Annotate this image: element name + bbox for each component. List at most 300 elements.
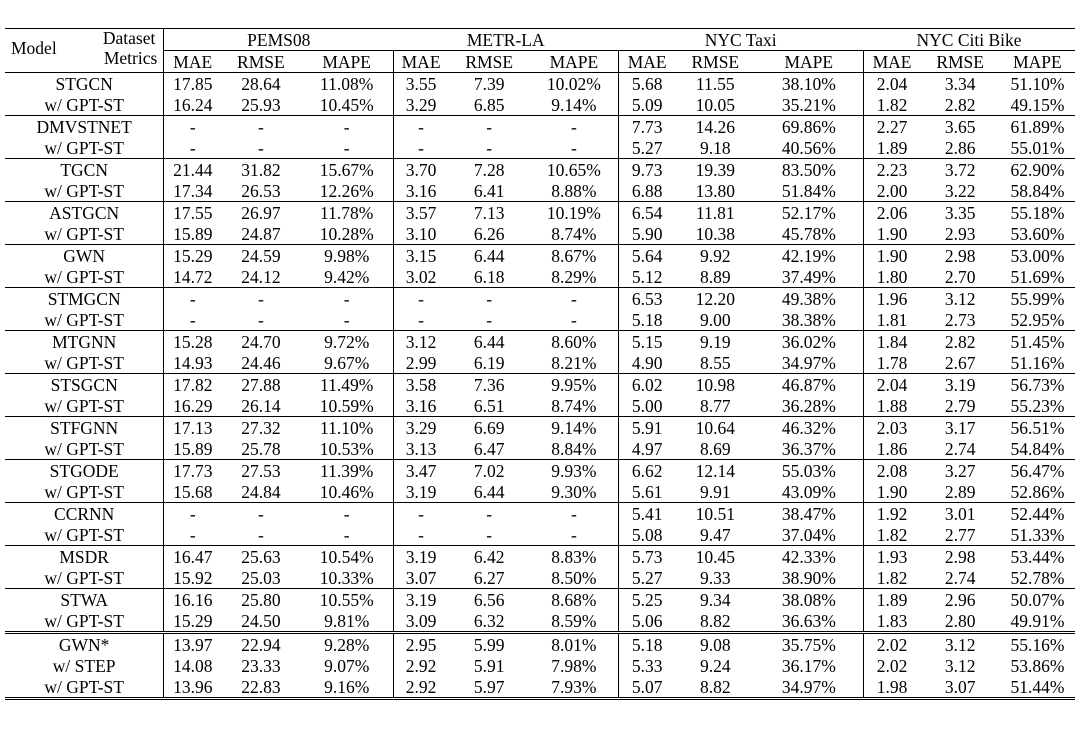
- value-cell: 1.90: [876, 481, 908, 502]
- value-cell: 9.19: [676, 331, 755, 353]
- value-cell: 2.79: [944, 395, 976, 416]
- value-cell: 35.75%: [755, 633, 863, 656]
- value-cell: 7.13: [448, 202, 530, 224]
- model-name-cell: w/ GPT-ST: [5, 567, 164, 589]
- value-cell: 36.63%: [755, 610, 863, 633]
- value-cell: 16.47: [164, 546, 221, 568]
- value-cell: 2.99: [405, 352, 437, 373]
- model-name-cell: w/ GPT-ST: [5, 352, 164, 374]
- value-cell: 46.32%: [755, 417, 863, 439]
- value-cell: 2.73: [944, 309, 976, 330]
- value-cell: 6.44: [473, 481, 505, 502]
- value-cell: 53.44%: [1000, 546, 1075, 568]
- model-name-cell: w/ GPT-ST: [5, 610, 164, 633]
- table-row: [5, 589, 1075, 611]
- table-row: [5, 202, 1075, 224]
- value-cell: 1.89: [876, 137, 908, 158]
- value-cell: 2.92: [393, 676, 448, 699]
- value-cell: 83.50%: [755, 159, 863, 181]
- value-cell: 10.59%: [301, 395, 394, 417]
- value-cell: 5.06: [631, 610, 663, 631]
- value-cell: 26.14: [241, 395, 281, 416]
- value-cell: 2.02: [876, 655, 908, 676]
- value-cell: -: [189, 137, 196, 158]
- value-cell: 5.07: [618, 676, 675, 699]
- value-cell: -: [301, 503, 394, 525]
- table-row: [5, 266, 1075, 288]
- value-cell: 9.93%: [530, 460, 618, 482]
- value-cell: 2.08: [863, 460, 920, 482]
- value-cell: 6.27: [473, 567, 505, 588]
- value-cell: 25.80: [221, 589, 300, 611]
- value-cell: 8.77: [699, 395, 731, 416]
- value-cell: 51.33%: [1010, 524, 1065, 545]
- model-name-cell: STFGNN: [5, 417, 164, 439]
- value-cell: 3.16: [405, 395, 437, 416]
- value-cell: 2.93: [944, 223, 976, 244]
- value-cell: 22.83: [221, 676, 300, 699]
- value-cell: 8.68%: [530, 589, 618, 611]
- model-name-cell: STSGCN: [5, 374, 164, 396]
- value-cell: -: [221, 116, 300, 138]
- metric-header-cell: MAE: [173, 51, 213, 72]
- value-cell: 9.18: [699, 137, 731, 158]
- value-cell: 5.09: [631, 94, 663, 115]
- value-cell: 8.29%: [530, 266, 618, 288]
- value-cell: 9.92: [676, 245, 755, 267]
- value-cell: 9.95%: [530, 374, 618, 396]
- value-cell: 10.19%: [530, 202, 618, 224]
- value-cell: 34.97%: [755, 676, 863, 699]
- model-name-cell: ASTGCN: [5, 202, 164, 224]
- value-cell: 8.74%: [530, 395, 618, 417]
- model-name-cell: MTGNN: [5, 331, 164, 353]
- value-cell: 1.92: [863, 503, 920, 525]
- value-cell: 53.60%: [1010, 223, 1065, 244]
- value-cell: 51.10%: [1000, 73, 1075, 95]
- metric-header-cell: MAE: [401, 51, 441, 72]
- metric-header-cell: RMSE: [936, 51, 984, 72]
- model-name-cell: w/ GPT-ST: [5, 309, 164, 331]
- value-cell: 5.27: [631, 567, 663, 588]
- value-cell: 9.14%: [530, 417, 618, 439]
- value-cell: 55.99%: [1000, 288, 1075, 310]
- value-cell: 2.74: [944, 567, 976, 588]
- dataset-header-pems08: PEMS08: [164, 29, 393, 51]
- value-cell: 3.17: [920, 417, 999, 439]
- value-cell: 8.59%: [530, 610, 618, 633]
- value-cell: 10.33%: [301, 567, 394, 589]
- value-cell: 36.17%: [755, 655, 863, 676]
- value-cell: 1.88: [876, 395, 908, 416]
- model-name-cell: w/ GPT-ST: [5, 180, 164, 202]
- table-row: [5, 633, 1075, 656]
- value-cell: 9.67%: [301, 352, 394, 374]
- value-cell: 12.14: [676, 460, 755, 482]
- value-cell: 17.13: [164, 417, 221, 439]
- value-cell: 14.26: [676, 116, 755, 138]
- value-cell: 38.38%: [755, 309, 863, 331]
- value-cell: 6.32: [473, 610, 505, 631]
- value-cell: 10.64: [676, 417, 755, 439]
- value-cell: 8.84%: [530, 438, 618, 460]
- value-cell: 5.25: [618, 589, 675, 611]
- value-cell: 3.10: [405, 223, 437, 244]
- value-cell: 9.00: [699, 309, 731, 330]
- value-cell: -: [418, 524, 424, 545]
- value-cell: 50.07%: [1000, 589, 1075, 611]
- value-cell: 5.12: [631, 266, 663, 287]
- value-cell: 1.96: [863, 288, 920, 310]
- value-cell: 3.34: [920, 73, 999, 95]
- value-cell: 6.69: [448, 417, 530, 439]
- value-cell: 24.70: [221, 331, 300, 353]
- value-cell: 51.44%: [1000, 676, 1075, 699]
- value-cell: 1.78: [876, 352, 908, 373]
- value-cell: 4.90: [631, 352, 663, 373]
- value-cell: 3.19: [920, 374, 999, 396]
- value-cell: 3.58: [393, 374, 448, 396]
- model-name-cell: w/ GPT-ST: [5, 481, 164, 503]
- value-cell: 36.02%: [755, 331, 863, 353]
- value-cell: 26.53: [241, 180, 281, 201]
- value-cell: 15.92: [173, 567, 213, 588]
- value-cell: -: [486, 309, 493, 330]
- model-header-label: Model: [11, 38, 57, 58]
- metrics-header-label: Metrics: [103, 48, 158, 68]
- dataset-header-row: [5, 29, 1075, 51]
- value-cell: 6.53: [618, 288, 675, 310]
- value-cell: 15.68: [173, 481, 213, 502]
- value-cell: 9.72%: [301, 331, 394, 353]
- value-cell: 3.07: [920, 676, 999, 699]
- value-cell: 2.00: [876, 180, 908, 201]
- value-cell: 13.97: [164, 633, 221, 656]
- value-cell: 5.68: [618, 73, 675, 95]
- value-cell: -: [393, 288, 448, 310]
- value-cell: 8.60%: [530, 331, 618, 353]
- value-cell: -: [301, 116, 394, 138]
- value-cell: 8.01%: [530, 633, 618, 656]
- value-cell: 51.69%: [1010, 266, 1065, 287]
- value-cell: 42.33%: [755, 546, 863, 568]
- model-name-cell: DMVSTNET: [5, 116, 164, 138]
- table-row: [5, 159, 1075, 181]
- dataset-header-nyc-taxi: NYC Taxi: [618, 29, 863, 51]
- value-cell: 6.85: [473, 94, 505, 115]
- model-name-cell: w/ GPT-ST: [5, 94, 164, 116]
- value-cell: 49.38%: [755, 288, 863, 310]
- table-row: [5, 116, 1075, 138]
- value-cell: -: [301, 288, 394, 310]
- metric-header-cell: MAPE: [530, 51, 618, 73]
- value-cell: 2.04: [863, 73, 920, 95]
- value-cell: 3.12: [920, 633, 999, 656]
- value-cell: 3.19: [405, 481, 437, 502]
- value-cell: 9.42%: [301, 266, 394, 288]
- value-cell: 62.90%: [1000, 159, 1075, 181]
- model-name-cell: STWA: [5, 589, 164, 611]
- value-cell: 2.96: [920, 589, 999, 611]
- value-cell: 23.33: [241, 655, 281, 676]
- value-cell: 38.10%: [755, 73, 863, 95]
- value-cell: 15.67%: [301, 159, 394, 181]
- value-cell: 40.56%: [755, 137, 863, 159]
- value-cell: 9.16%: [301, 676, 394, 699]
- model-name-cell: w/ GPT-ST: [5, 438, 164, 460]
- value-cell: 4.97: [631, 438, 663, 459]
- metric-header-cell: MAPE: [301, 51, 394, 73]
- value-cell: 2.80: [944, 610, 976, 631]
- value-cell: 7.02: [448, 460, 530, 482]
- value-cell: 7.39: [448, 73, 530, 95]
- value-cell: 6.44: [448, 245, 530, 267]
- value-cell: 3.16: [405, 180, 437, 201]
- value-cell: 9.30%: [530, 481, 618, 503]
- table-row: [5, 288, 1075, 310]
- value-cell: 3.57: [393, 202, 448, 224]
- value-cell: 15.28: [164, 331, 221, 353]
- value-cell: 52.86%: [1010, 481, 1065, 502]
- value-cell: -: [530, 288, 618, 310]
- value-cell: 10.38: [695, 223, 735, 244]
- value-cell: 14.72: [173, 266, 213, 287]
- value-cell: -: [530, 503, 618, 525]
- results-table-body: [5, 73, 1075, 699]
- value-cell: 7.73: [618, 116, 675, 138]
- value-cell: 5.61: [631, 481, 663, 502]
- value-cell: 15.89: [173, 223, 213, 244]
- value-cell: 17.85: [164, 73, 221, 95]
- value-cell: -: [530, 137, 618, 159]
- value-cell: 9.91: [699, 481, 731, 502]
- value-cell: 6.47: [473, 438, 505, 459]
- value-cell: -: [486, 137, 493, 158]
- value-cell: 15.29: [164, 245, 221, 267]
- value-cell: 11.81: [676, 202, 755, 224]
- value-cell: 3.12: [393, 331, 448, 353]
- value-cell: -: [301, 137, 394, 159]
- value-cell: 10.65%: [530, 159, 618, 181]
- value-cell: 25.03: [241, 567, 281, 588]
- value-cell: 5.41: [618, 503, 675, 525]
- value-cell: 52.44%: [1000, 503, 1075, 525]
- value-cell: 31.82: [221, 159, 300, 181]
- value-cell: 11.10%: [301, 417, 394, 439]
- value-cell: 5.97: [448, 676, 530, 699]
- table-row: [5, 73, 1075, 95]
- table-row: [5, 137, 1075, 159]
- value-cell: 3.19: [393, 589, 448, 611]
- value-cell: -: [418, 137, 424, 158]
- value-cell: -: [257, 309, 264, 330]
- value-cell: 3.19: [393, 546, 448, 568]
- value-cell: -: [164, 503, 221, 525]
- table-row: [5, 331, 1075, 353]
- value-cell: 5.99: [448, 633, 530, 656]
- value-cell: 3.47: [393, 460, 448, 482]
- value-cell: 55.16%: [1000, 633, 1075, 656]
- value-cell: 52.17%: [755, 202, 863, 224]
- value-cell: 2.02: [863, 633, 920, 656]
- value-cell: 9.98%: [301, 245, 394, 267]
- value-cell: 3.15: [393, 245, 448, 267]
- table-row: [5, 417, 1075, 439]
- value-cell: 8.74%: [530, 223, 618, 245]
- value-cell: 9.47: [699, 524, 731, 545]
- value-cell: 34.97%: [755, 352, 863, 374]
- model-name-cell: STMGCN: [5, 288, 164, 310]
- value-cell: 8.21%: [530, 352, 618, 374]
- value-cell: 6.26: [473, 223, 505, 244]
- value-cell: 21.44: [164, 159, 221, 181]
- value-cell: 17.55: [164, 202, 221, 224]
- value-cell: 8.82: [699, 610, 731, 631]
- value-cell: 51.84%: [755, 180, 863, 202]
- value-cell: 5.18: [618, 633, 675, 656]
- value-cell: 24.87: [241, 223, 281, 244]
- metric-header-cell: MAE: [627, 51, 667, 72]
- metric-header-cell: RMSE: [237, 51, 285, 72]
- value-cell: 2.86: [944, 137, 976, 158]
- value-cell: 56.47%: [1000, 460, 1075, 482]
- value-cell: -: [221, 288, 300, 310]
- dataset-header-metr-la: METR-LA: [393, 29, 618, 51]
- value-cell: 6.41: [473, 180, 505, 201]
- value-cell: 1.90: [876, 223, 908, 244]
- value-cell: 8.50%: [530, 567, 618, 589]
- value-cell: 58.84%: [1010, 180, 1065, 201]
- value-cell: 2.03: [863, 417, 920, 439]
- header-corner-cell: [5, 29, 164, 73]
- value-cell: 45.78%: [755, 223, 863, 245]
- value-cell: 3.07: [405, 567, 437, 588]
- value-cell: 12.20: [676, 288, 755, 310]
- value-cell: 14.08: [173, 655, 213, 676]
- value-cell: 8.82: [676, 676, 755, 699]
- value-cell: 1.80: [876, 266, 908, 287]
- value-cell: 10.51: [676, 503, 755, 525]
- value-cell: 49.91%: [1010, 610, 1065, 631]
- value-cell: 5.08: [631, 524, 663, 545]
- value-cell: 37.04%: [755, 524, 863, 546]
- table-row: [5, 460, 1075, 482]
- value-cell: 2.82: [944, 94, 976, 115]
- value-cell: 7.98%: [530, 655, 618, 676]
- value-cell: 17.73: [164, 460, 221, 482]
- value-cell: 24.50: [241, 610, 281, 631]
- value-cell: 53.86%: [1010, 655, 1065, 676]
- value-cell: 9.34: [676, 589, 755, 611]
- value-cell: 16.24: [173, 94, 213, 115]
- value-cell: 1.90: [863, 245, 920, 267]
- table-row: [5, 180, 1075, 202]
- value-cell: 11.08%: [301, 73, 394, 95]
- value-cell: 15.29: [173, 610, 213, 631]
- value-cell: 13.80: [695, 180, 735, 201]
- value-cell: 2.23: [863, 159, 920, 181]
- value-cell: 1.84: [863, 331, 920, 353]
- value-cell: 5.91: [618, 417, 675, 439]
- value-cell: 26.97: [221, 202, 300, 224]
- value-cell: 55.18%: [1000, 202, 1075, 224]
- value-cell: 36.37%: [755, 438, 863, 460]
- value-cell: -: [257, 524, 264, 545]
- value-cell: 1.83: [876, 610, 908, 631]
- value-cell: 3.13: [405, 438, 437, 459]
- table-row: [5, 610, 1075, 633]
- value-cell: 36.28%: [755, 395, 863, 417]
- table-row: [5, 524, 1075, 546]
- value-cell: 10.53%: [301, 438, 394, 460]
- metric-header-cell: RMSE: [465, 51, 514, 72]
- value-cell: 6.88: [631, 180, 663, 201]
- value-cell: -: [393, 503, 448, 525]
- value-cell: 2.74: [944, 438, 976, 459]
- value-cell: 25.78: [241, 438, 281, 459]
- model-name-cell: CCRNN: [5, 503, 164, 525]
- value-cell: 5.00: [631, 395, 663, 416]
- table-row: [5, 655, 1075, 676]
- dataset-header-nyc-citi-bike: NYC Citi Bike: [863, 29, 1075, 51]
- table-row: [5, 352, 1075, 374]
- value-cell: 2.98: [920, 546, 999, 568]
- value-cell: 6.02: [618, 374, 675, 396]
- value-cell: 8.67%: [530, 245, 618, 267]
- value-cell: 13.96: [164, 676, 221, 699]
- value-cell: 3.09: [405, 610, 437, 631]
- value-cell: -: [448, 116, 530, 138]
- value-cell: 9.28%: [301, 633, 394, 656]
- value-cell: 53.00%: [1000, 245, 1075, 267]
- model-name-cell: GWN: [5, 245, 164, 267]
- value-cell: 24.12: [241, 266, 281, 287]
- value-cell: 3.27: [920, 460, 999, 482]
- value-cell: 25.63: [221, 546, 300, 568]
- value-cell: 38.47%: [755, 503, 863, 525]
- value-cell: 16.16: [164, 589, 221, 611]
- value-cell: 3.35: [920, 202, 999, 224]
- model-name-cell: w/ GPT-ST: [5, 137, 164, 159]
- value-cell: 52.78%: [1010, 567, 1065, 588]
- value-cell: 2.89: [944, 481, 976, 502]
- table-row: [5, 438, 1075, 460]
- value-cell: 37.49%: [755, 266, 863, 288]
- value-cell: 8.69: [699, 438, 731, 459]
- value-cell: 46.87%: [755, 374, 863, 396]
- model-name-cell: w/ GPT-ST: [5, 223, 164, 245]
- table-row: [5, 481, 1075, 503]
- value-cell: 6.56: [448, 589, 530, 611]
- table-row: [5, 395, 1075, 417]
- value-cell: 3.65: [920, 116, 999, 138]
- metric-header-row: [5, 51, 1075, 73]
- metric-header-cell: MAE: [872, 51, 912, 72]
- value-cell: 38.08%: [755, 589, 863, 611]
- value-cell: 10.05: [695, 94, 735, 115]
- results-table-container: [5, 28, 1075, 700]
- value-cell: 6.42: [448, 546, 530, 568]
- value-cell: -: [301, 524, 394, 546]
- results-table: [5, 28, 1075, 700]
- value-cell: -: [221, 503, 300, 525]
- value-cell: 43.09%: [755, 481, 863, 503]
- value-cell: 6.19: [473, 352, 505, 373]
- value-cell: -: [164, 116, 221, 138]
- value-cell: 69.86%: [755, 116, 863, 138]
- value-cell: 55.23%: [1010, 395, 1065, 416]
- value-cell: 22.94: [221, 633, 300, 656]
